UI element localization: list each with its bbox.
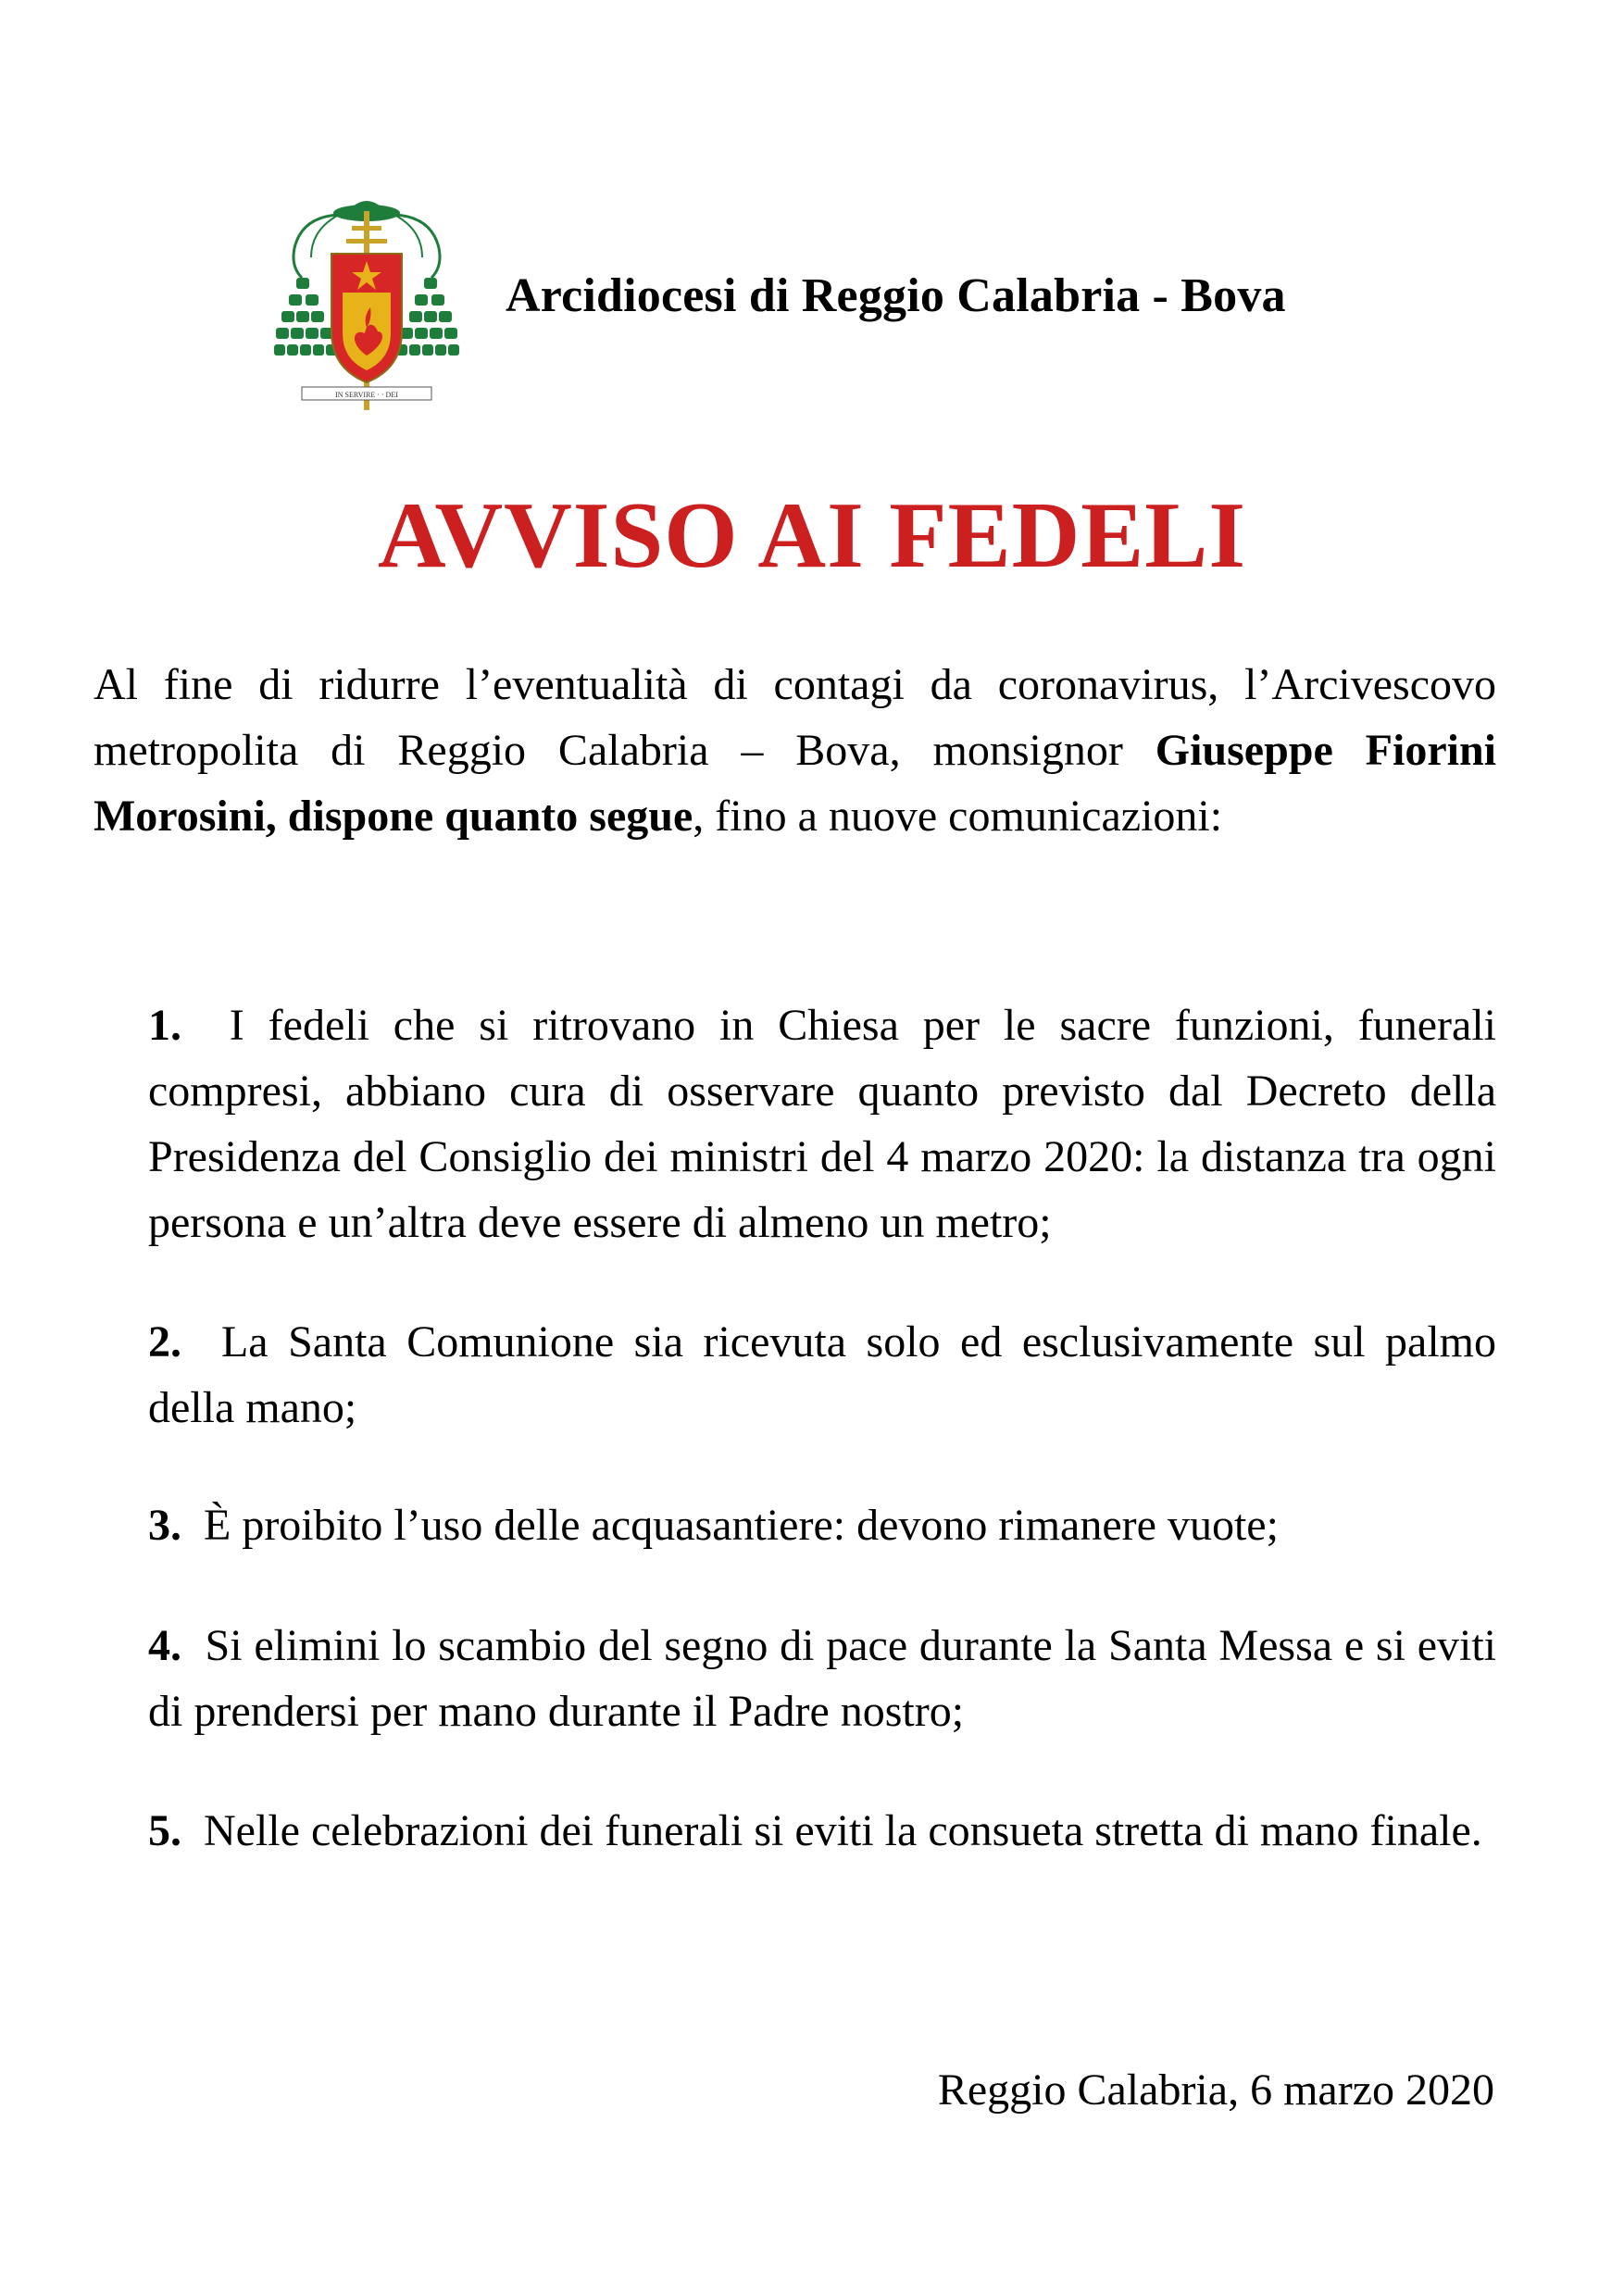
svg-text:IN SERVIRE · · DEI: IN SERVIRE · · DEI	[335, 391, 398, 399]
coat-of-arms-logo	[274, 193, 459, 424]
list-item-text: Nelle celebrazioni dei funerali si eviti la consueta stretta di mano finale.	[204, 1806, 1482, 1855]
diocese-name: Arcidiocesi di Reggio Calabria - Bova	[506, 269, 1286, 322]
intro-text-2: , fino a nuove comunicazioni:	[693, 792, 1223, 841]
list-item	[148, 1798, 1496, 1864]
list-item	[148, 992, 1496, 1255]
list-item	[148, 1492, 1496, 1558]
list-item-text: È proibito l’uso delle acquasantiere: devono rimanere vuote;	[204, 1501, 1279, 1550]
notice-title: AVVISO AI FEDELI	[377, 483, 1247, 588]
list-item-number: 1.	[148, 1001, 181, 1050]
list-item-text: I fedeli che si ritrovano in Chiesa per le sacre funzioni, funerali compresi, abbiano cura di osservare quanto previsto dal Decreto della Presidenza del Consiglio dei ministri del 4 marzo 2020: la distanza tra ogni persona e un’altra deve essere di almeno un metro;	[148, 1001, 1497, 1247]
list-item-text: Si elimini lo scambio del segno di pace durante la Santa Messa e si eviti di prendersi per mano durante il Padre nostro;	[148, 1621, 1496, 1736]
intro-paragraph	[94, 652, 1496, 849]
list-item-number: 5.	[148, 1806, 181, 1855]
list-item	[148, 1613, 1496, 1744]
list-item-number: 4.	[148, 1621, 181, 1670]
list-item-text: La Santa Comunione sia ricevuta solo ed esclusivamente sul palmo della mano;	[148, 1317, 1497, 1432]
list-item	[148, 1309, 1496, 1441]
list-item-number: 3.	[148, 1501, 181, 1550]
list-item-number: 2.	[148, 1317, 181, 1366]
intro-bold-text: Giuseppe Fiorini Morosini, dispone quanto segue	[94, 726, 1496, 841]
place-and-date: Reggio Calabria, 6 marzo 2020	[937, 2065, 1494, 2115]
intro-text-1: Al fine di ridurre l’eventualità di contagi da coronavirus, l’Arcivescovo metropolita di Reggio Calabria – Bova, monsignor	[94, 660, 1496, 775]
